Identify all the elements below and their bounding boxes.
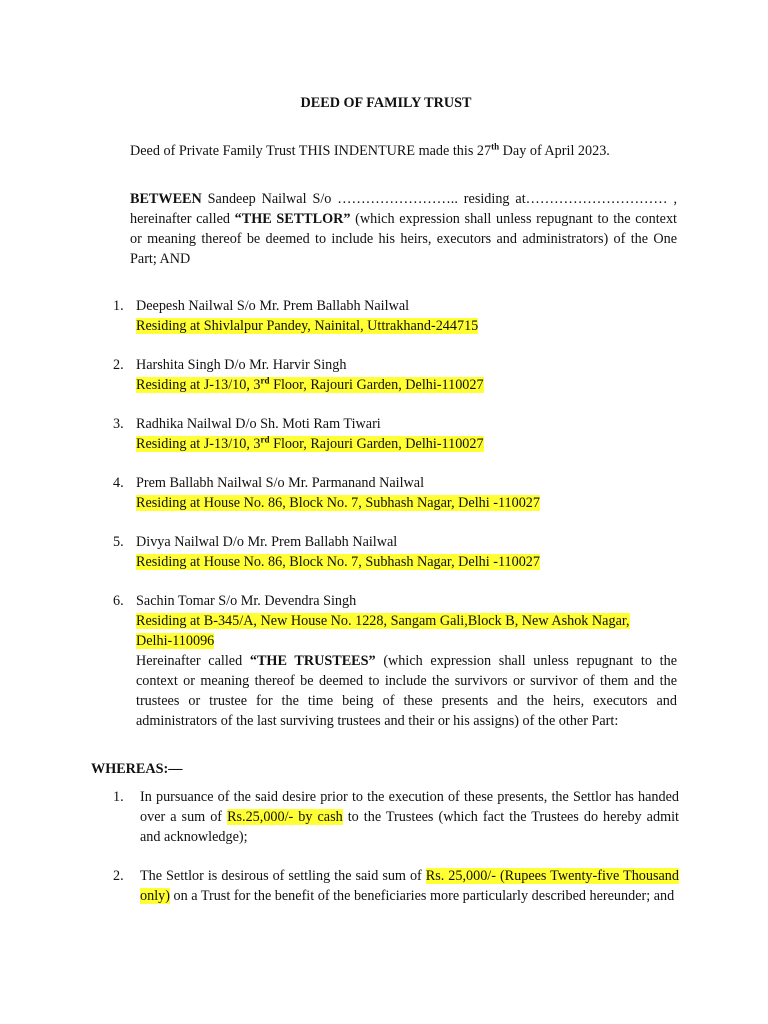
clause-highlight: Rs.25,000/- by cash	[227, 809, 343, 825]
intro-superscript: th	[491, 141, 500, 152]
settlor-label: “THE SETTLOR”	[234, 211, 351, 227]
party-number: 6.	[113, 593, 124, 609]
party-item	[113, 473, 683, 513]
between-text-end: (which expression shall unless repugnant to the context or meaning thereof be deemed to include his heirs, executors and administrators) of the One Part; AND	[130, 211, 677, 267]
party-number: 4.	[113, 475, 124, 491]
party-item	[113, 532, 683, 572]
party-address-line2: Delhi-110096	[136, 633, 215, 649]
party-address: Residing at House No. 86, Block No. 7, Subhash Nagar, Delhi -110027	[136, 495, 540, 511]
party-name: Radhika Nailwal D/o Sh. Moti Ram Tiwari	[136, 416, 381, 432]
party-name: Divya Nailwal D/o Mr. Prem Ballabh Nailwal	[136, 534, 398, 550]
clause-text: In pursuance of the said desire prior to the execution of these presents, the Settlor has handed over a sum of Rs.25,000/- by cash to the Trustees (which fact the Trustees do hereby admit and acknowledge);	[140, 789, 679, 845]
party-number: 3.	[113, 416, 124, 432]
party-item	[113, 355, 683, 395]
party-item	[113, 414, 683, 454]
page-title: DEED OF FAMILY TRUST	[300, 95, 472, 111]
party-name: Harshita Singh D/o Mr. Harvir Singh	[136, 357, 347, 373]
clause-number: 1.	[113, 789, 124, 805]
whereas-clause	[113, 787, 679, 847]
whereas-heading: WHEREAS:—	[91, 761, 183, 777]
party-address: Residing at Shivlalpur Pandey, Nainital, Uttrakhand-244715	[136, 318, 479, 334]
party-number: 5.	[113, 534, 124, 550]
party-item	[113, 296, 683, 336]
clause-text: The Settlor is desirous of settling the said sum of Rs. 25,000/- (Rupees Twenty-five Thousand only) on a Trust for the benefit of the beneficiaries more particularly described hereunder; and	[140, 868, 679, 904]
clause-number: 2.	[113, 868, 124, 884]
trustees-paragraph: Hereinafter called “THE TRUSTEES” (which expression shall unless repugnant to the context or meaning thereof be deemed to include the survivors or survivor of them and the trustees or trustee for the time being of these presents and the heirs, executors and administrators of the last surviving trustees and their or his assigns) of the other Part:	[136, 653, 677, 729]
party-item	[113, 591, 683, 731]
clause-highlight: Rs. 25,000/- (Rupees Twenty-five Thousand only)	[140, 868, 679, 904]
between-paragraph	[130, 189, 677, 269]
party-number: 2.	[113, 357, 124, 373]
intro-text: Deed of Private Family Trust THIS INDENTURE made this 27	[130, 143, 492, 159]
party-name: Sachin Tomar S/o Mr. Devendra Singh	[136, 593, 357, 609]
party-address: Residing at House No. 86, Block No. 7, Subhash Nagar, Delhi -110027	[136, 554, 540, 570]
party-address: Residing at J-13/10, 3rd Floor, Rajouri Garden, Delhi-110027	[136, 434, 484, 452]
party-name: Prem Ballabh Nailwal S/o Mr. Parmanand Nailwal	[136, 475, 425, 491]
party-address: Residing at B-345/A, New House No. 1228, Sangam Gali,Block B, New Ashok Nagar,	[136, 613, 630, 629]
party-address: Residing at J-13/10, 3rd Floor, Rajouri Garden, Delhi-110027	[136, 375, 484, 393]
trustees-label: “THE TRUSTEES”	[249, 653, 376, 669]
intro-text-end: Day of April 2023.	[499, 143, 610, 159]
intro-paragraph	[130, 141, 610, 161]
party-name: Deepesh Nailwal S/o Mr. Prem Ballabh Nailwal	[136, 298, 410, 314]
party-number: 1.	[113, 298, 124, 314]
between-text: Sandeep Nailwal S/o …………………….. residing at………………………… , hereinafter called	[130, 191, 677, 227]
whereas-clause	[113, 866, 679, 906]
between-lead: BETWEEN	[130, 191, 202, 207]
